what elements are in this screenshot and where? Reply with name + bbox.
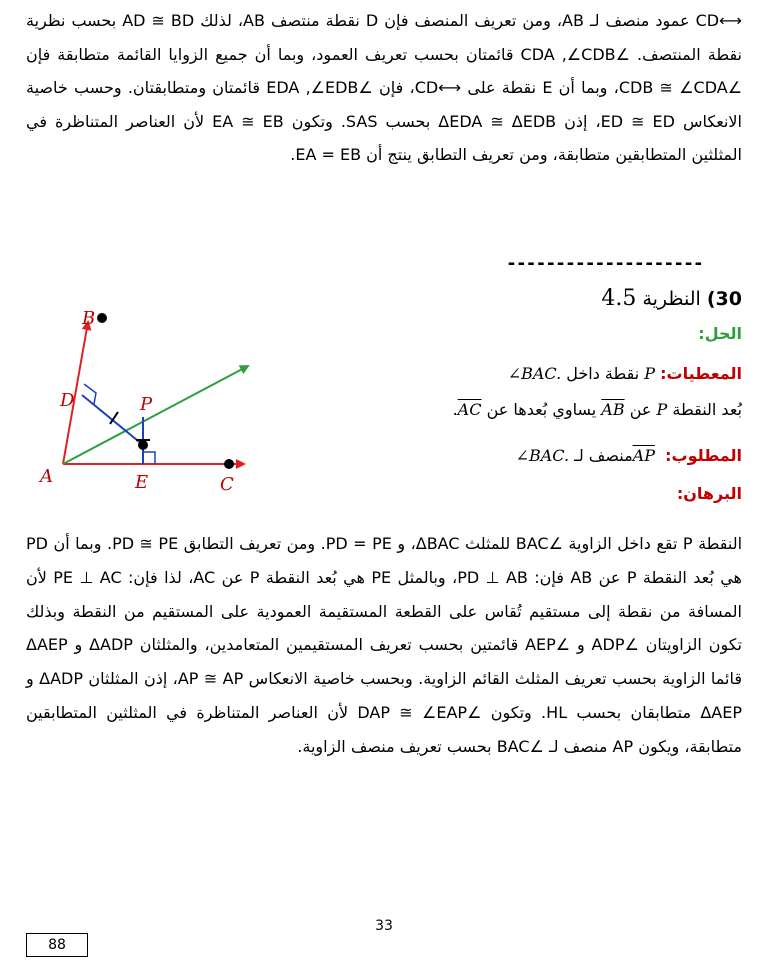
problem-number: 30) <box>706 288 742 310</box>
proof-label: البرهان: <box>676 484 742 503</box>
theorem-title: النظرية <box>642 288 701 310</box>
given-point-p: P <box>644 364 656 383</box>
given-line2-prefix: بُعد النقطة <box>672 400 742 419</box>
given-line2-seg-ac: $\overline{AC}$ <box>457 400 482 419</box>
required-text: منصف لـ <box>574 446 633 465</box>
label-b: B <box>82 308 96 329</box>
given-line-1 <box>508 364 742 383</box>
label-d: D <box>60 390 75 411</box>
given-line2-end: . <box>452 400 458 419</box>
required-ray-ap <box>633 446 660 465</box>
point-c-dot <box>224 459 234 469</box>
page-number: 33 <box>375 918 393 934</box>
label-e: E <box>135 472 149 492</box>
right-angle-mark-e <box>143 452 155 464</box>
given-line1-text: نقطة داخل <box>566 364 640 383</box>
given-label: المعطيات: <box>660 364 742 383</box>
given-angle-bac: ∠BAC. <box>507 364 562 383</box>
label-c: C <box>220 474 234 492</box>
theorem-heading <box>601 286 742 311</box>
given-line2-from: عن <box>629 400 652 419</box>
label-a: A <box>40 466 53 487</box>
given-line2-seg-ab: $\overline{AB}$ <box>601 400 625 419</box>
ray-arrow-icon <box>633 446 655 465</box>
label-p: P <box>140 394 153 415</box>
paragraph-top: ⟷CD عمود منصف لـ AB، ومن تعريف المنصف فإن D نقطة منتصف AB، لذلك AD ≅ BD بحسب نظرية نقطة المنتصف. ∠CDA ,∠CDB قائمتان بحسب تعريف العمود، وبما أن جميع الزوايا القائمة متطابقة فإن ∠CDB ≅ ∠CDA، وبما أن E نقطة على ⟷CD، فإن ∠EDA ,∠EDB قائمتان ومتطابقتان. وحسب خاصية الانعكاس ED ≅ ED، إذن ΔEDA ≅ ΔEDB بحسب SAS. وتكون EA ≅ EB لأن العناصر المتناظرة في المثلثين المتطابقين متطابقة، ومن تعريف التطابق ينتج أن EA = EB. <box>26 11 743 164</box>
point-p-dot <box>138 440 148 450</box>
point-b-dot <box>97 313 107 323</box>
required-label: المطلوب: <box>665 446 742 465</box>
given-line-2 <box>453 400 742 419</box>
solution-label: الحل: <box>698 324 742 343</box>
section-divider: -------------------- <box>506 253 703 274</box>
required-angle: ∠BAC. <box>515 446 570 465</box>
proof-paragraph: النقطة P تقع داخل الزاوية ∠BAC للمثلث ΔBAC، و PD = PE. ومن تعريف التطابق PD ≅ PE. وبما أن PD هي بُعد النقطة P عن AB فإن: PD ⊥ AB، وبالمثل PE هي بُعد النقطة P عن AC، لذا فإن: PE ⊥ AC لأن المسافة من نقطة إلى مستقيم تُقاس على القطعة المستقيمة العمودية على المستقيم من النقطة وبذلك تكون الزاويتان ∠ADP و ∠AEP قائمتين بحسب تعريف المستقيمين المتعامدين، والمثلثان ΔADP و ΔAEP قائما الزاوية بحسب تعريف المثلث القائم الزاوية. وبحسب خاصية الانعكاس AP ≅ AP، إذن المثلثان ΔADP و ΔAEP متطابقان بحسب HL. وتكون ∠DAP ≅ ∠EAP لأن العناصر المتناظرة في المثلثين المتطابقين متطابقة، ويكون AP منصف لـ ∠BAC بحسب تعريف منصف الزاوية. <box>26 534 743 756</box>
given-line2-point: P <box>656 400 668 419</box>
ray-ap <box>63 366 248 464</box>
required-ray-text: $\overline{AP}$ <box>632 446 655 465</box>
required-line <box>516 446 742 465</box>
given-line2-mid: يساوي بُعدها عن <box>486 400 597 419</box>
box-number: 88 <box>26 933 88 957</box>
theorem-id: 4.5 <box>601 286 637 311</box>
angle-bisector-figure <box>30 292 260 492</box>
